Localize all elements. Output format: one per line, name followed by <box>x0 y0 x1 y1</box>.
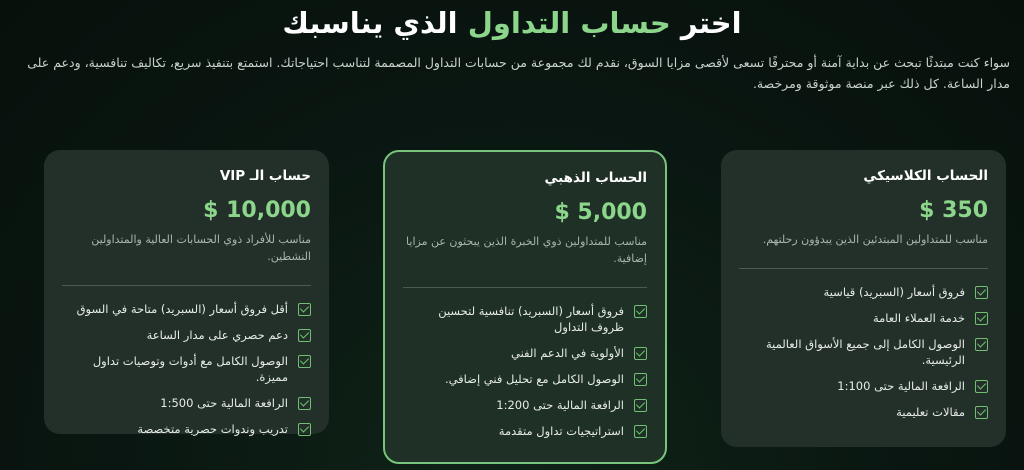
divider <box>739 268 988 269</box>
checkbox-check-icon <box>975 286 988 299</box>
account-card-vip[interactable] <box>44 150 329 434</box>
checkbox-check-icon <box>634 305 647 318</box>
feature-item <box>403 418 647 444</box>
feature-item <box>739 305 988 331</box>
feature-item <box>739 373 988 399</box>
feature-text: الوصول الكامل مع تحليل فني إضافي. <box>444 372 624 386</box>
feature-text: دعم حصري على مدار الساعة <box>146 328 288 342</box>
feature-text: فروق أسعار (السبريد) قياسية <box>823 285 965 299</box>
checkbox-check-icon <box>634 425 647 438</box>
feature-item <box>403 392 647 418</box>
checkbox-check-icon <box>298 423 311 436</box>
checkbox-check-icon <box>634 347 647 360</box>
feature-item <box>62 322 311 348</box>
checkbox-check-icon <box>298 355 311 368</box>
feature-item <box>403 298 647 340</box>
feature-item <box>62 416 311 442</box>
feature-text: استراتيجيات تداول متقدمة <box>498 424 624 438</box>
checkbox-check-icon <box>975 312 988 325</box>
divider <box>62 285 311 286</box>
account-card-gold[interactable] <box>383 150 667 464</box>
feature-text: مقالات تعليمية <box>896 405 965 419</box>
checkbox-check-icon <box>975 406 988 419</box>
feature-item <box>62 390 311 416</box>
page-title <box>0 6 1024 40</box>
feature-list <box>739 279 988 425</box>
feature-item <box>739 331 988 373</box>
feature-text: الوصول الكامل إلى جميع الأسواق العالمية الرئيسية. <box>765 337 965 367</box>
feature-item <box>403 366 647 392</box>
title-part-2: الذي يناسبك <box>282 6 458 40</box>
feature-item <box>739 279 988 305</box>
title-accent: حساب التداول <box>467 6 671 40</box>
feature-item <box>62 348 311 390</box>
feature-item <box>403 340 647 366</box>
feature-list <box>62 296 311 442</box>
checkbox-check-icon <box>298 329 311 342</box>
card-title: الحساب الكلاسيكي <box>863 168 988 184</box>
feature-text: أقل فروق أسعار (السبريد) متاحة في السوق <box>76 302 288 316</box>
card-price: $ 10,000 <box>203 198 311 223</box>
checkbox-check-icon <box>298 303 311 316</box>
title-part-1: اختر <box>680 6 742 40</box>
feature-text: خدمة العملاء العامة <box>872 311 965 325</box>
feature-text: الرافعة المالية حتى 1:100 <box>837 379 965 393</box>
checkbox-check-icon <box>975 338 988 351</box>
card-description: مناسب للمتداولين ذوي الخبرة الذين يبحثون عن مزايا إضافية. <box>406 235 647 265</box>
feature-text: تدريب وندوات حصرية متخصصة <box>137 422 288 436</box>
card-title: حساب الـ VIP <box>219 168 311 184</box>
checkbox-check-icon <box>975 380 988 393</box>
checkbox-check-icon <box>298 397 311 410</box>
card-title: الحساب الذهبي <box>544 170 647 186</box>
checkbox-check-icon <box>634 399 647 412</box>
card-description: مناسب للمتداولين المبتدئين الذين يبدؤون رحلتهم. <box>762 233 988 246</box>
feature-item <box>62 296 311 322</box>
feature-text: الرافعة المالية حتى 1:500 <box>160 396 288 410</box>
feature-item <box>739 399 988 425</box>
card-description: مناسب للأفراد ذوي الحسابات العالية والمتداولين النشطين. <box>91 233 311 263</box>
feature-list <box>403 298 647 444</box>
divider <box>403 287 647 288</box>
feature-text: الرافعة المالية حتى 1:200 <box>496 398 624 412</box>
card-price: $ 350 <box>919 198 988 223</box>
feature-text: الوصول الكامل مع أدوات وتوصيات تداول مميزة. <box>92 354 288 384</box>
checkbox-check-icon <box>634 373 647 386</box>
intro-paragraph: سواء كنت مبتدئًا تبحث عن بداية آمنة أو محترفًا تسعى لأقصى مزايا السوق، نقدم لك مجموعة من حسابات التداول المصممة لتناسب احتياجاتك. استمتع بتنفيذ سريع، تكاليف تنافسية، ودعم على مدار الساعة. كل ذلك عبر منصة موثوقة ومرخصة. <box>27 55 1010 91</box>
feature-text: الأولوية في الدعم الفني <box>511 346 624 360</box>
feature-text: فروق أسعار (السبريد) تنافسية لتحسين ظروف التداول <box>438 304 624 334</box>
card-price: $ 5,000 <box>554 200 647 225</box>
account-card-classic[interactable] <box>721 150 1006 447</box>
